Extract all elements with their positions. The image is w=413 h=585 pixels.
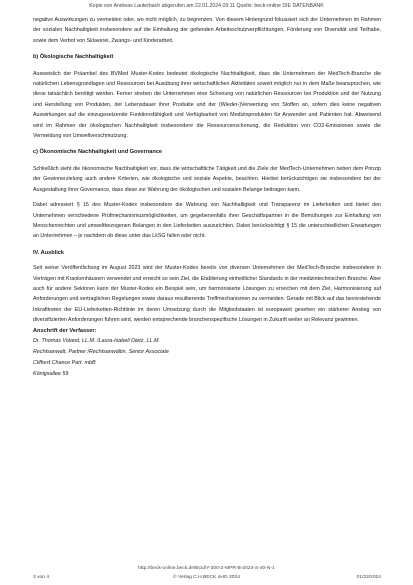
body-paragraph-2: Ausweislich der Präambel des BVMed Muster-Kodex bedeutet ökologische Nachhaltigkeit, dass die Unternehmen der MedTech-Branche die natürlichen Lebensgrundlagen und Ressourcen bei Ausübung ihrer wirtschaftlichen Aktivitäten soweit möglich nur in dem Maße beanspruchen, wie diese tatsächlich benötigt werden. Ferner streben die Unternehmen eine Schonung von natürlichen Ressourcen bei Produktion und der Nutzung und Herstellung von Produkten, der Lebensdauer ihrer Produkte und der (Wieder-)Verwertung von Stoffen an, sofern dies keine negativen Auswirkungen auf die einzugesetzende Funktionsfähigkeit und Verfügbarkeit von Medizinprodukten für Anwender und Patienten hat. Abweisend wird im Rahmen der ökologischen Nachhaltigkeit insbesondere die Ressourcenschonung, die Reduktion von CO2-Emissionen sowie die Vermeidung von Umweltverschmutzung. <box>33 70 381 140</box>
document-header: Kopie von Andreas Lauterbach abgerufen am 22.01.2024 09:11 Quelle: beck-online DIE DATENBANK <box>89 3 324 9</box>
body-paragraph-4: Dabei adressiert § 15 des Muster-Kodex insbesondere die Wahrung von Nachhaltigkeit und Transparenz im Lieferketten und bietet den Unternehmen verschiedene Prüfmechanismusmöglichkeiten, um gegebenenfalls ihrer Geschäftspartner in die Bemühungen zur Einhaltung von Menschenrechten und umweltbezogenen Belangen in den Lieferketten auszurichten. Dabei berücksichtigt § 15 die unterschiedlichen Erwartungen an Unternehmen – je nachdem ob diese unter das LkSG fallen oder nicht. <box>33 202 381 240</box>
authors-heading: Anschrift der Verfasser: <box>33 327 97 334</box>
footer-copyright: © Verlag C.H.BECK oHG 2024 <box>173 575 240 580</box>
body-paragraph-5: Seit seiner Veröffentlichung im August 2023 wird der Muster-Kodex bereits von diversen Unternehmen der MedTech-Branche insbesondere in Verträgen mit Krankenhäusern verwendet und erreicht so sein Ziel, die Etablierung einheitlicher Standards in der medizintechnischen Branche. Aber auch für andere Sektoren kann der Muster-Kodex ein Beispiel sein, um harmonisierte Lösungen zu erreichen mit dem Ziel, Harmonisierung auf Anforderungen und vertraglichen Regelungen sowie daraus resultierende Treffmechanismen zu vermeiden. Gerade mit Blick auf das bevorstehende Inkrafttreten der EU-Lieferketten-Richtlinie im deren Umsetzung durch die Mitgliedstaaten ist europaweit gesehen ein stärkerer Anstieg von diversifizierten Anforderungen führen wird, werden entsprechende branchenspezifische Lösungen in Zukunft weiter an Relevanz gewinnen. <box>33 265 381 324</box>
section-heading-economic: c) Ökonomische Nachhaltigkeit und Governance <box>33 149 162 156</box>
author-list <box>33 336 381 380</box>
footer-page-number: 3 von 4 <box>33 575 50 580</box>
document-body <box>33 15 381 380</box>
footer-date: 01/23/2024 <box>356 575 381 580</box>
body-paragraph-3: Schließlich sieht die ökonomische Nachhaltigkeit vor, dass die wirtschaftliche Tätigkeit und die Ziele der MedTech-Unternehmen neben dem Prinzip der Gewinnerzielung auch andere Kriterien, wie ökologische und soziale Aspekte, beachten. Hierbei berücksichtigen sie insbesondere bei der Ausgestaltung ihrer Governance, dass diese zur Wahrung der ökologischen und sozialen Belange beitragen kann. <box>33 165 381 193</box>
author-names: Dr. Thomas Voland, LL.M. /Laura-Isabell Dietz, LL.M. <box>33 337 160 344</box>
body-paragraph-1: negative Auswirkungen zu vermeiden oder, wo nicht möglich, zu begrenzen. Von diesem Hintergrund fokussiert sich der Unternehmen im Rahmen der sozialen Nachhaltigkeit insbesondere auf die Einhaltung der geltenden Arbeitsschutzverpflichtungen, Förderung von Diversität und Teilhabe, sowie dem Verbot von Sklaverei, Zwangs- und Kinderarbeit. <box>33 17 381 44</box>
author-titles: Rechtsanwalt, Partner /Rechtsanwältin, Senior Associate <box>33 348 169 355</box>
author-firm: Clifford Chance Part. mbB <box>33 359 96 366</box>
section-heading-outlook: IV. Ausblick <box>33 249 64 256</box>
section-heading-ecological: b) Ökologische Nachhaltigkeit <box>33 54 114 61</box>
footer-url-link[interactable]: http://beck-online.beck.de/Bcid/Y-300-Z-MPR-B-2024-S-40-N-1 <box>138 566 275 571</box>
author-street: Königsallee 59 <box>33 370 69 377</box>
